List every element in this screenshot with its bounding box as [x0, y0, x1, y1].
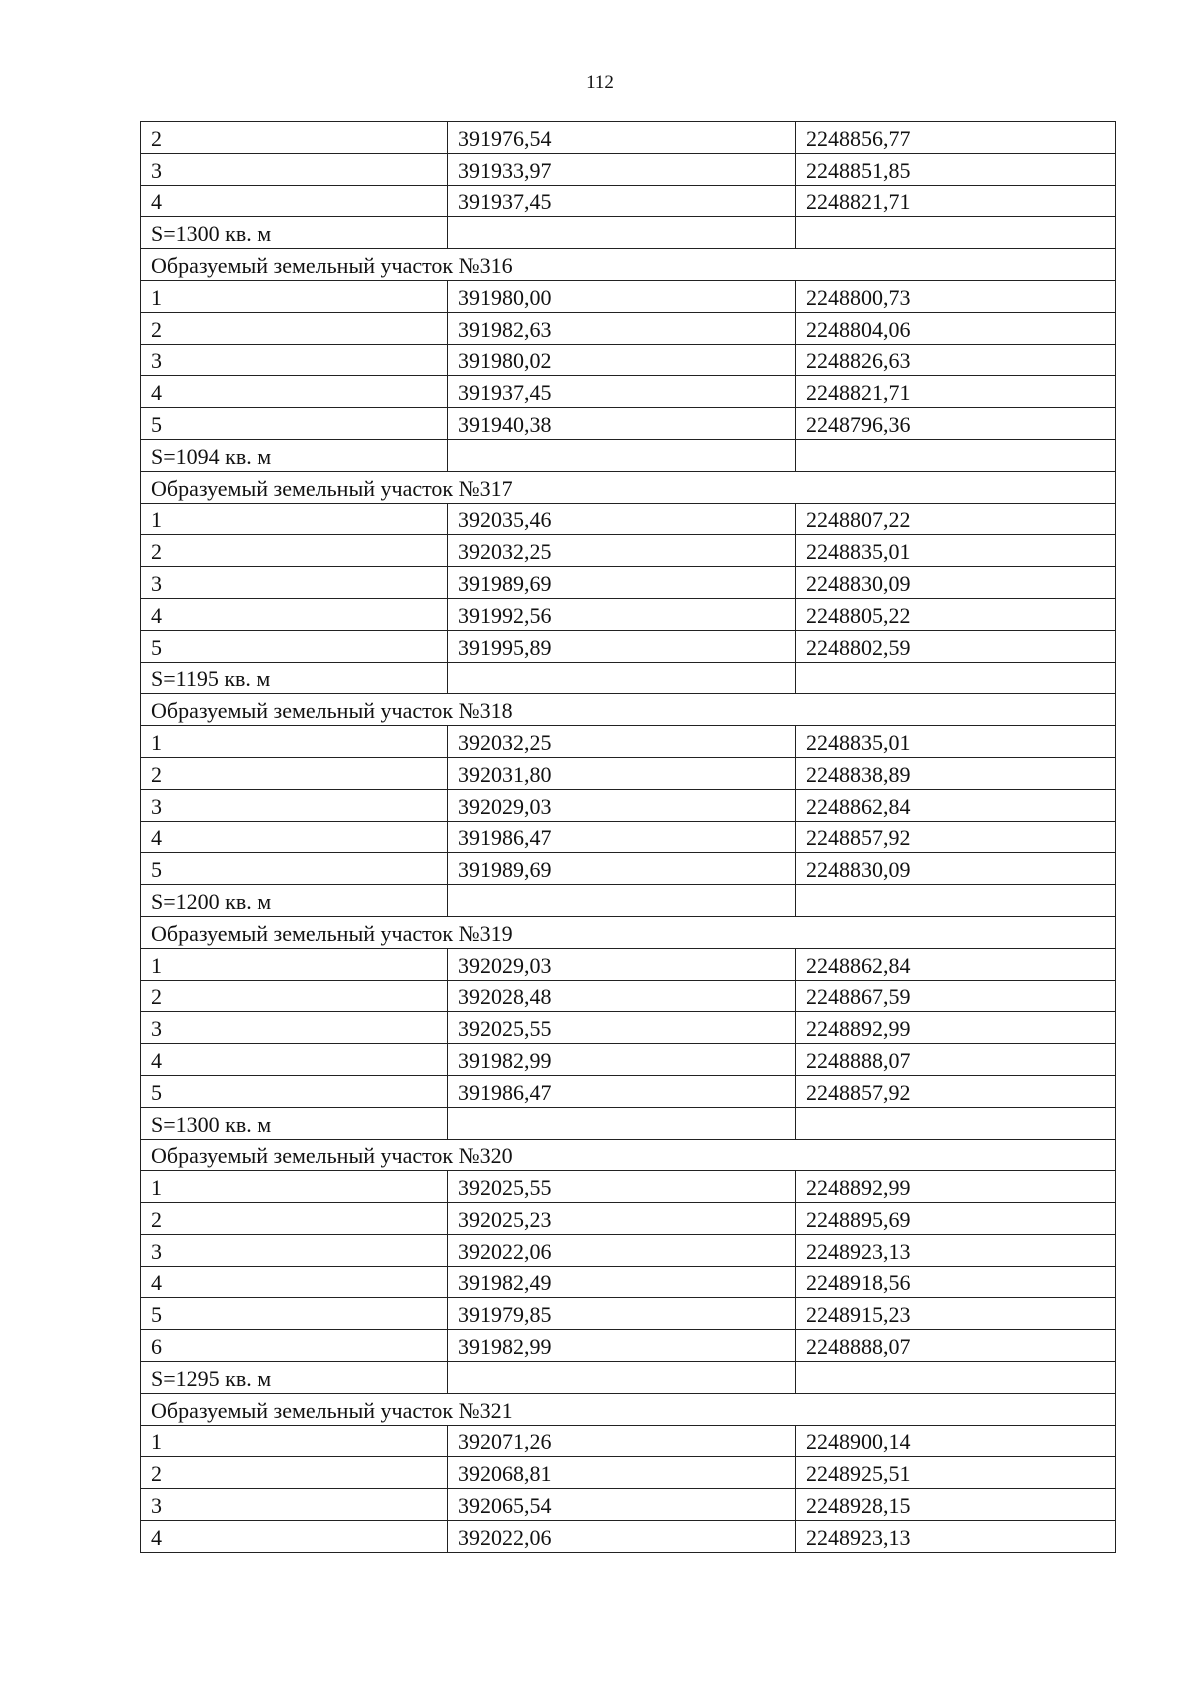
y-coordinate: 2248821,71	[796, 376, 1116, 408]
plot-title: Образуемый земельный участок №319	[141, 916, 1116, 948]
point-row	[141, 757, 1116, 789]
y-coordinate: 2248862,84	[796, 948, 1116, 980]
empty-cell	[796, 217, 1116, 249]
x-coordinate: 392071,26	[448, 1425, 796, 1457]
y-coordinate: 2248804,06	[796, 312, 1116, 344]
point-row	[141, 567, 1116, 599]
empty-cell	[796, 662, 1116, 694]
point-row	[141, 1457, 1116, 1489]
point-number: 4	[141, 821, 448, 853]
plot-title: Образуемый земельный участок №318	[141, 694, 1116, 726]
x-coordinate: 391982,99	[448, 1330, 796, 1362]
area-value: S=1300 кв. м	[141, 1107, 448, 1139]
y-coordinate: 2248892,99	[796, 1012, 1116, 1044]
point-number: 2	[141, 1457, 448, 1489]
x-coordinate: 391980,00	[448, 280, 796, 312]
point-row	[141, 1203, 1116, 1235]
y-coordinate: 2248857,92	[796, 821, 1116, 853]
point-number: 2	[141, 312, 448, 344]
point-row	[141, 1012, 1116, 1044]
point-number: 6	[141, 1330, 448, 1362]
point-number: 3	[141, 344, 448, 376]
plot-header-row	[141, 916, 1116, 948]
point-number: 5	[141, 853, 448, 885]
x-coordinate: 391933,97	[448, 153, 796, 185]
point-row	[141, 1489, 1116, 1521]
area-row	[141, 217, 1116, 249]
plot-header-row	[141, 249, 1116, 281]
point-number: 1	[141, 1171, 448, 1203]
point-number: 3	[141, 1234, 448, 1266]
empty-cell	[448, 662, 796, 694]
x-coordinate: 391937,45	[448, 185, 796, 217]
point-number: 4	[141, 185, 448, 217]
empty-cell	[796, 1107, 1116, 1139]
area-value: S=1295 кв. м	[141, 1362, 448, 1394]
empty-cell	[448, 885, 796, 917]
x-coordinate: 391979,85	[448, 1298, 796, 1330]
y-coordinate: 2248895,69	[796, 1203, 1116, 1235]
y-coordinate: 2248802,59	[796, 630, 1116, 662]
point-row	[141, 153, 1116, 185]
point-number: 4	[141, 376, 448, 408]
x-coordinate: 391937,45	[448, 376, 796, 408]
point-row	[141, 726, 1116, 758]
x-coordinate: 392068,81	[448, 1457, 796, 1489]
y-coordinate: 2248867,59	[796, 980, 1116, 1012]
y-coordinate: 2248796,36	[796, 408, 1116, 440]
y-coordinate: 2248821,71	[796, 185, 1116, 217]
area-value: S=1094 кв. м	[141, 439, 448, 471]
y-coordinate: 2248862,84	[796, 789, 1116, 821]
area-row	[141, 439, 1116, 471]
area-value: S=1300 кв. м	[141, 217, 448, 249]
plot-header-row	[141, 1139, 1116, 1171]
x-coordinate: 392022,06	[448, 1521, 796, 1553]
point-number: 1	[141, 503, 448, 535]
y-coordinate: 2248915,23	[796, 1298, 1116, 1330]
point-number: 1	[141, 948, 448, 980]
x-coordinate: 392032,25	[448, 726, 796, 758]
area-row	[141, 1107, 1116, 1139]
point-row	[141, 503, 1116, 535]
empty-cell	[796, 885, 1116, 917]
area-value: S=1200 кв. м	[141, 885, 448, 917]
y-coordinate: 2248800,73	[796, 280, 1116, 312]
point-number: 3	[141, 1489, 448, 1521]
y-coordinate: 2248807,22	[796, 503, 1116, 535]
y-coordinate: 2248805,22	[796, 598, 1116, 630]
point-row	[141, 853, 1116, 885]
point-number: 1	[141, 726, 448, 758]
x-coordinate: 391989,69	[448, 567, 796, 599]
point-row	[141, 980, 1116, 1012]
x-coordinate: 392025,55	[448, 1012, 796, 1044]
x-coordinate: 391986,47	[448, 1075, 796, 1107]
point-row	[141, 1298, 1116, 1330]
point-row	[141, 344, 1116, 376]
point-row	[141, 312, 1116, 344]
point-row	[141, 948, 1116, 980]
coordinates-table-body	[141, 122, 1116, 1553]
y-coordinate: 2248888,07	[796, 1330, 1116, 1362]
x-coordinate: 391992,56	[448, 598, 796, 630]
y-coordinate: 2248826,63	[796, 344, 1116, 376]
point-row	[141, 122, 1116, 154]
x-coordinate: 391995,89	[448, 630, 796, 662]
point-number: 3	[141, 789, 448, 821]
point-number: 1	[141, 1425, 448, 1457]
y-coordinate: 2248900,14	[796, 1425, 1116, 1457]
area-row	[141, 885, 1116, 917]
point-number: 5	[141, 1298, 448, 1330]
y-coordinate: 2248888,07	[796, 1044, 1116, 1076]
point-number: 5	[141, 408, 448, 440]
y-coordinate: 2248835,01	[796, 535, 1116, 567]
x-coordinate: 392065,54	[448, 1489, 796, 1521]
point-row	[141, 1330, 1116, 1362]
point-row	[141, 1266, 1116, 1298]
x-coordinate: 391982,63	[448, 312, 796, 344]
point-number: 3	[141, 153, 448, 185]
x-coordinate: 391982,99	[448, 1044, 796, 1076]
y-coordinate: 2248918,56	[796, 1266, 1116, 1298]
plot-title: Образуемый земельный участок №321	[141, 1393, 1116, 1425]
point-number: 4	[141, 1521, 448, 1553]
empty-cell	[448, 1107, 796, 1139]
x-coordinate: 392028,48	[448, 980, 796, 1012]
x-coordinate: 391982,49	[448, 1266, 796, 1298]
point-row	[141, 1234, 1116, 1266]
point-row	[141, 535, 1116, 567]
point-number: 1	[141, 280, 448, 312]
point-row	[141, 1425, 1116, 1457]
x-coordinate: 392022,06	[448, 1234, 796, 1266]
x-coordinate: 391940,38	[448, 408, 796, 440]
x-coordinate: 391989,69	[448, 853, 796, 885]
y-coordinate: 2248838,89	[796, 757, 1116, 789]
plot-title: Образуемый земельный участок №317	[141, 471, 1116, 503]
y-coordinate: 2248923,13	[796, 1521, 1116, 1553]
y-coordinate: 2248928,15	[796, 1489, 1116, 1521]
x-coordinate: 392035,46	[448, 503, 796, 535]
y-coordinate: 2248923,13	[796, 1234, 1116, 1266]
point-row	[141, 280, 1116, 312]
x-coordinate: 391986,47	[448, 821, 796, 853]
empty-cell	[448, 439, 796, 471]
y-coordinate: 2248892,99	[796, 1171, 1116, 1203]
point-number: 2	[141, 1203, 448, 1235]
point-row	[141, 1171, 1116, 1203]
point-number: 3	[141, 567, 448, 599]
plot-title: Образуемый земельный участок №320	[141, 1139, 1116, 1171]
point-row	[141, 185, 1116, 217]
point-number: 4	[141, 1266, 448, 1298]
plot-header-row	[141, 694, 1116, 726]
empty-cell	[448, 1362, 796, 1394]
plot-title: Образуемый земельный участок №316	[141, 249, 1116, 281]
point-number: 5	[141, 630, 448, 662]
x-coordinate: 392025,23	[448, 1203, 796, 1235]
point-row	[141, 1075, 1116, 1107]
y-coordinate: 2248925,51	[796, 1457, 1116, 1489]
point-row	[141, 598, 1116, 630]
y-coordinate: 2248851,85	[796, 153, 1116, 185]
point-row	[141, 789, 1116, 821]
point-row	[141, 1044, 1116, 1076]
x-coordinate: 392032,25	[448, 535, 796, 567]
x-coordinate: 392025,55	[448, 1171, 796, 1203]
point-number: 4	[141, 1044, 448, 1076]
point-row	[141, 821, 1116, 853]
x-coordinate: 391980,02	[448, 344, 796, 376]
area-row	[141, 1362, 1116, 1394]
point-number: 2	[141, 122, 448, 154]
page-number: 112	[586, 72, 614, 93]
point-row	[141, 408, 1116, 440]
point-number: 2	[141, 535, 448, 567]
point-row	[141, 630, 1116, 662]
x-coordinate: 391976,54	[448, 122, 796, 154]
x-coordinate: 392031,80	[448, 757, 796, 789]
point-row	[141, 1521, 1116, 1553]
coordinates-table	[140, 121, 1116, 1553]
plot-header-row	[141, 471, 1116, 503]
area-value: S=1195 кв. м	[141, 662, 448, 694]
area-row	[141, 662, 1116, 694]
x-coordinate: 392029,03	[448, 948, 796, 980]
point-number: 2	[141, 757, 448, 789]
point-number: 3	[141, 1012, 448, 1044]
point-number: 5	[141, 1075, 448, 1107]
x-coordinate: 392029,03	[448, 789, 796, 821]
y-coordinate: 2248835,01	[796, 726, 1116, 758]
point-number: 2	[141, 980, 448, 1012]
plot-header-row	[141, 1393, 1116, 1425]
y-coordinate: 2248857,92	[796, 1075, 1116, 1107]
y-coordinate: 2248856,77	[796, 122, 1116, 154]
y-coordinate: 2248830,09	[796, 853, 1116, 885]
empty-cell	[796, 1362, 1116, 1394]
y-coordinate: 2248830,09	[796, 567, 1116, 599]
empty-cell	[448, 217, 796, 249]
empty-cell	[796, 439, 1116, 471]
point-row	[141, 376, 1116, 408]
point-number: 4	[141, 598, 448, 630]
